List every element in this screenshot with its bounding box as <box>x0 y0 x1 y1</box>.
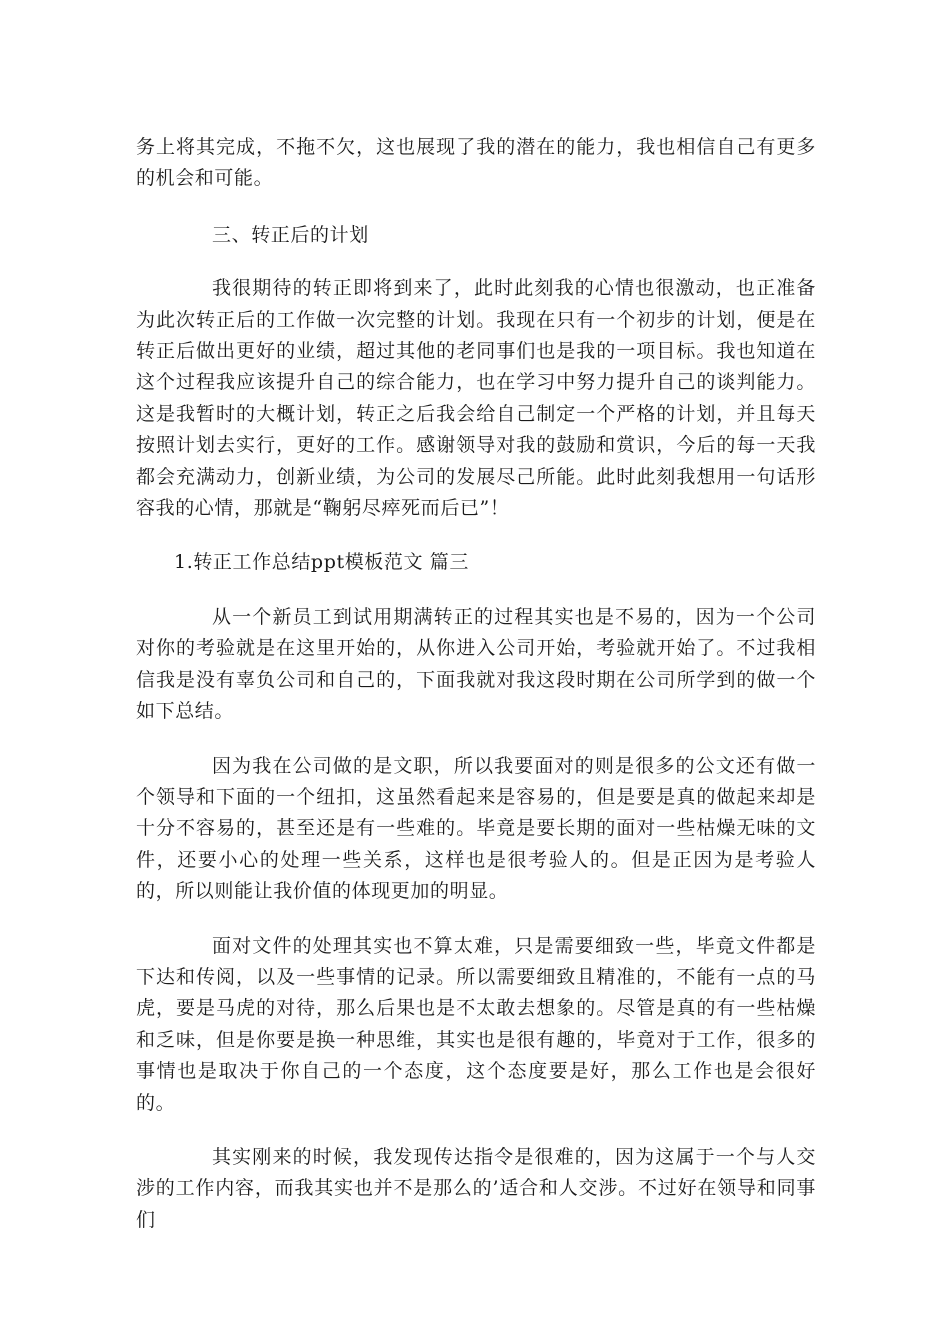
article-title: 1.转正工作总结ppt模板范文 篇三 <box>174 551 469 574</box>
continuation-paragraph: 务上将其完成，不拖不欠，这也展现了我的潜在的能力，我也相信自己有更多的机会和可能。 <box>136 136 816 190</box>
body-paragraph: 从一个新员工到试用期满转正的过程其实也是不易的，因为一个公司对你的考验就是在这里开始的，从你进入公司开始，考验就开始了。不过我相信我是没有辜负公司和自己的，下面我就对我这段时期在公司所学到的做一个如下总结。 <box>136 605 816 723</box>
body-paragraph: 其实刚来的时候，我发现传达指令是很难的，因为这属于一个与人交涉的工作内容，而我其实也并不是那么的’适合和人交涉。不过好在领导和同事们 <box>136 1145 816 1231</box>
section-plan-paragraph: 我很期待的转正即将到来了，此时此刻我的心情也很激动，也正准备为此次转正后的工作做一次完整的计划。我现在只有一个初步的计划，便是在转正后做出更好的业绩，超过其他的老同事们也是我的一项目标。我也知道在这个过程我应该提升自己的综合能力，也在学习中努力提升自己的谈判能力。这是我暂时的大概计划，转正之后我会给自己制定一个严格的计划，并且每天按照计划去实行，更好的工作。感谢领导对我的鼓励和赏识，今后的每一天我都会充满动力，创新业绩，为公司的发展尽己所能。此时此刻我想用一句话形容我的心情，那就是“鞠躬尽瘁死而后已”！ <box>136 277 816 520</box>
body-paragraph: 因为我在公司做的是文职，所以我要面对的则是很多的公文还有做一个领导和下面的一个纽扣，这虽然看起来是容易的，但是要是真的做起来却是十分不容易的，甚至还是有一些难的。毕竟是要长期的面对一些枯燥无味的文件，还要小心的处理一些关系，这样也是很考验人的。但是正因为是考验人的，所以则能让我价值的体现更加的明显。 <box>136 754 816 903</box>
section-heading-plan: 三、转正后的计划 <box>212 223 369 246</box>
document-page <box>136 132 816 1236</box>
body-paragraph: 面对文件的处理其实也不算太难，只是需要细致一些，毕竟文件都是下达和传阅，以及一些事情的记录。所以需要细致且精准的，不能有一点的马虎，要是马虎的对待，那么后果也是不太敢去想象的。尽管是真的有一些枯燥和乏味，但是你要是换一种思维，其实也是很有趣的，毕竟对于工作，很多的事情也是取决于你自己的一个态度，这个态度要是好，那么工作也是会很好的。 <box>136 934 816 1114</box>
